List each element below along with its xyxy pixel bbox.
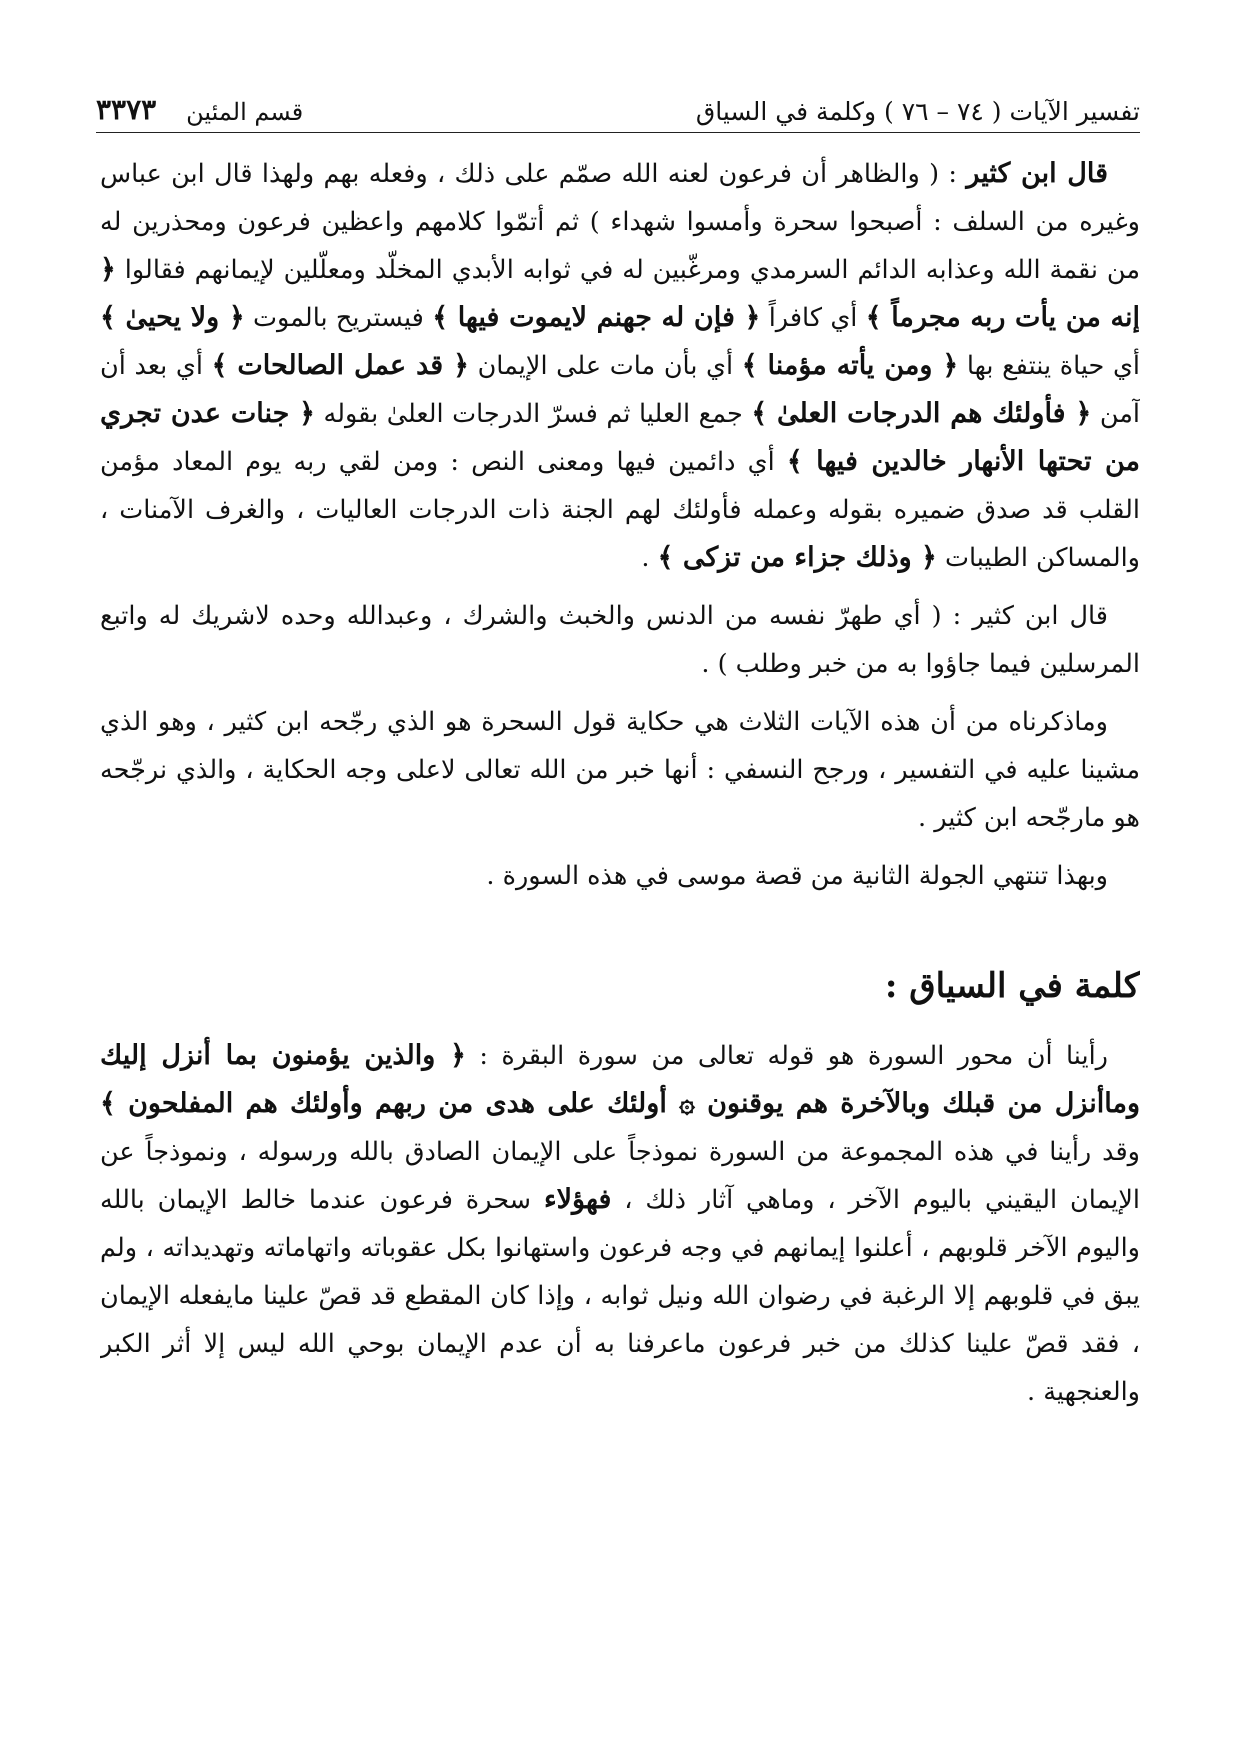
text-run: وقد رأينا في هذه المجموعة من السورة نموذجاً على الإيمان الصادق بالله ورسوله ، ونموذجاً عن الإيمان اليقيني باليوم الآخر ، وماهي آثار ذلك ، (100, 1137, 1140, 1215)
quran-quote: ﴿ ومن يأته مؤمنا ﴾ (741, 350, 959, 381)
quran-quote: ﴿ فإن له جهنم لايموت فيها ﴾ (432, 302, 761, 333)
quran-quote: ﴿ قد عمل الصالحات ﴾ (211, 350, 469, 381)
quran-quote: ﴿ جنات عدن تجري من تحتها الأنهار خالدين فيها ﴾ (100, 398, 1140, 477)
text-run: فيستريح بالموت (244, 303, 433, 333)
emphasis: فهؤلاء (543, 1184, 612, 1215)
text-run: أي دائمين فيها ومعنى النص : ومن لقي ربه يوم المعاد مؤمن القلب قد صدق ضميره بقوله وعمله فأولئك لهم الجنة ذات الدرجات العاليات ، والغرف الآمنات ، والمساكن الطيبات (100, 447, 1140, 573)
text-run: : ( والظاهر أن فرعون لعنه الله صمّم على ذلك ، وفعله بهم ولهذا قال ابن عباس وغيره من السلف : أصبحوا سحرة وأمسوا شهداء ) ثم أتمّوا كلامهم واعظين فرعون ومحذرين له من نقمة الله وعذابه الدائم السرمدي ومرغّبين له في ثوابه الأبدي المخلّد ومعلّلين لإيمانهم فقالوا (100, 159, 1140, 285)
section-heading: كلمة في السياق : (884, 966, 1140, 1006)
text-run: جمع العليا ثم فسرّ الدرجات العلىٰ بقوله (314, 399, 752, 429)
paragraph-ibn-kathir-quote (100, 150, 1140, 582)
quran-quote: ﴿ وذلك جزاء من تزكى ﴾ (657, 542, 937, 573)
quran-quote: ﴿ والذين يؤمنون بما أنزل إليك وماأنزل من قبلك وبالآخرة هم يوقنون ۞ أولئك على هدى من ربهم وأولئك هم المفلحون ﴾ (100, 1040, 1140, 1119)
text-run: . (641, 543, 658, 573)
text-run: أي كافراً (760, 303, 866, 333)
page-header (96, 86, 1140, 126)
header-divider (96, 132, 1140, 133)
text-run: أي بأن مات على الإيمان (468, 351, 742, 381)
text-run: سحرة فرعون عندما خالط الإيمان بالله واليوم الآخر قلوبهم ، أعلنوا إيمانهم في وجه فرعون واستهانوا بكل عقوباته واتهاماته وتهديداته ، ولم يبق في قلوبهم إلا الرغبة في رضوان الله ونيل ثوابه ، وإذا كان المقطع قد قصّ علينا مايفعله الإيمان ، فقد قصّ علينا كذلك من خبر فرعون ماعرفنا به أن عدم الإيمان بوحي الله ليس إلا أثر الكبر والعنجهية . (100, 1185, 1140, 1407)
page-body (100, 150, 1140, 1735)
text-run: رأينا أن محور السورة هو قوله تعالى من سورة البقرة : (465, 1041, 1108, 1071)
paragraph-purification: قال ابن كثير : ( أي طهرّ نفسه من الدنس والخبث والشرك ، وعبدالله وحده لاشريك له واتبع المرسلين فيما جاؤوا به من خبر وطلب ) . (100, 601, 1140, 679)
quran-quote: ﴿ فأولئك هم الدرجات العلىٰ ﴾ (751, 398, 1092, 429)
running-title: تفسير الآيات ( ٧٤ – ٧٦ ) وكلمة في السياق (695, 97, 1140, 126)
text-run: أي حياة ينتفع بها (958, 351, 1140, 381)
text-run: أي بعد أن آمن (100, 351, 1140, 429)
attribution: قال ابن كثير (966, 158, 1108, 189)
paragraph-preference: وماذكرناه من أن هذه الآيات الثلاث هي حكاية قول السحرة هو الذي رجّحه ابن كثير ، وهو الذي مشينا عليه في التفسير ، ورجح النسفي : أنها خبر من الله تعالى لاعلى وجه الحكاية ، والذي نرجّحه هو مارجّحه ابن كثير . (100, 707, 1140, 833)
section-name: قسم المئين (186, 98, 304, 126)
paragraph-conclusion: وبهذا تنتهي الجولة الثانية من قصة موسى في هذه السورة . (486, 861, 1108, 891)
header-left-group (96, 93, 303, 126)
page-number: ٣٣٧٣ (96, 93, 157, 126)
paragraph-context (100, 1032, 1140, 1416)
quran-quote: ﴿ إنه من يأت ربه مجرماً ﴾ (100, 254, 1140, 333)
quran-quote: ﴿ ولا يحيىٰ ﴾ (100, 302, 245, 333)
